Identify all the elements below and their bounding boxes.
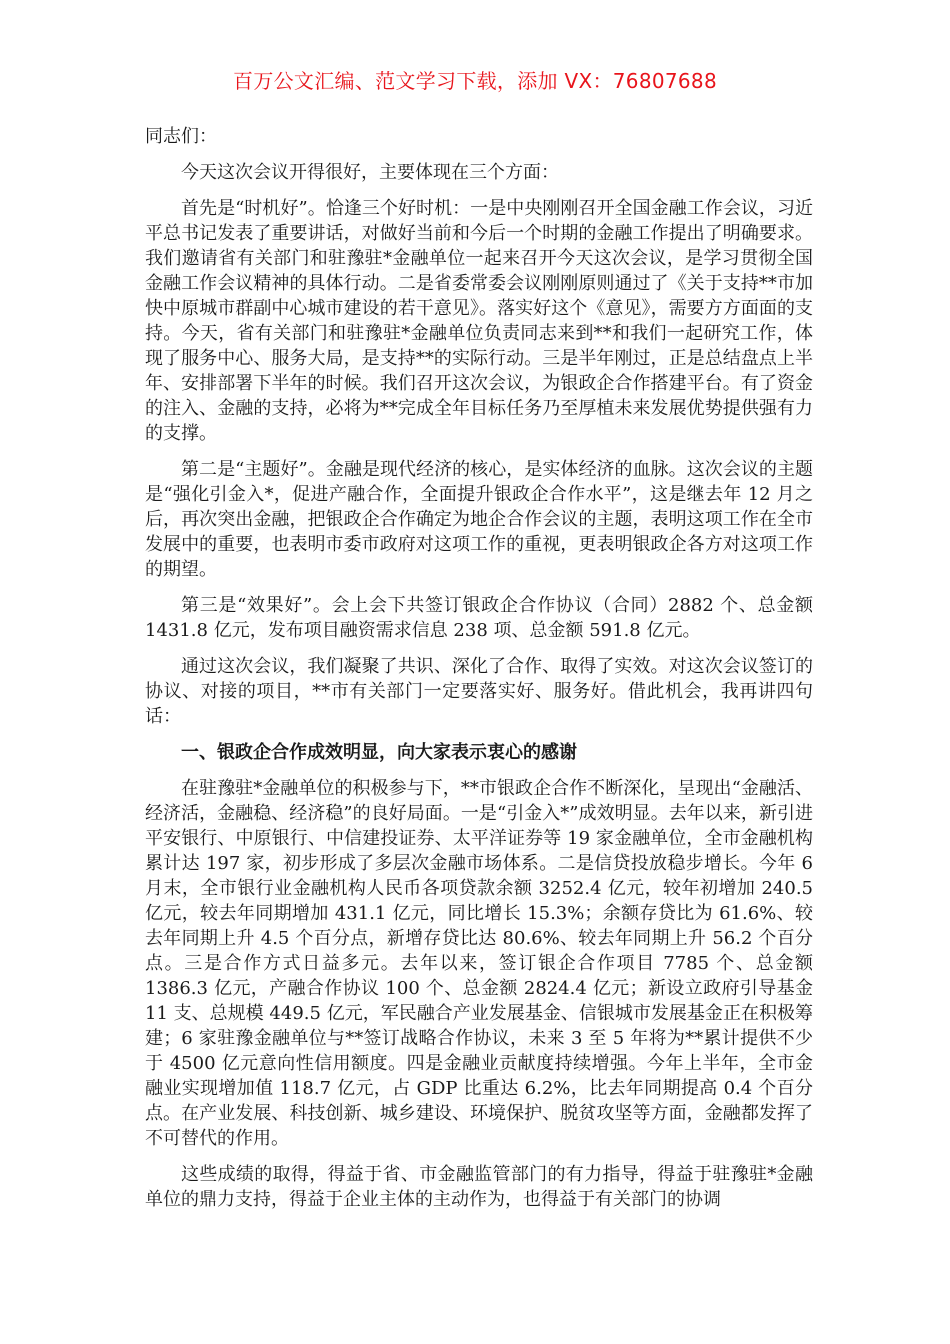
paragraph-timing: 首先是“时机好”。恰逢三个好时机：一是中央刚刚召开全国金融工作会议，习近平总书记发表了重要讲话，对做好当前和今后一个时期的金融工作提出了明确要求。我们邀请省有关部门和驻豫驻*金融单位一起来召开今天这次会议，是学习贯彻全国金融工作会议精神的具体行动。二是省委常委会议刚刚原则通过了《关于支持**市加快中原城市群副中心城市建设的若干意见》。落实好这个《意见》，需要方方面面的支持。今天，省有关部门和驻豫驻*金融单位负责同志来到**和我们一起研究工作，体现了服务中心、服务大局，是支持**的实际行动。三是半年刚过，正是总结盘点上半年、安排部署下半年的时候。我们召开这次会议，为银政企合作搭建平台。有了资金的注入、金融的支持，必将为**完成全年目标任务乃至厚植未来发展优势提供强有力的支撑。 bbox=[145, 198, 813, 444]
watermark-banner: 百万公文汇编、范文学习下载，添加 VX：76807688 bbox=[233, 69, 717, 93]
paragraph-theme: 第二是“主题好”。金融是现代经济的核心，是实体经济的血脉。这次会议的主题是“强化引金入*，促进产融合作，全面提升银政企合作水平”，这是继去年 12 月之后，再次突出金融，把银政企合作确定为地企合作会议的主题，表明这项工作在全市发展中的重要，也表明市委市政府对这项工作的重视，更表明银政企各方对这项工作的期望。 bbox=[145, 459, 813, 580]
paragraph-results: 第三是“效果好”。会上会下共签订银政企合作协议（合同）2882 个、总金额 1431.8 亿元，发布项目融资需求信息 238 项、总金额 591.8 亿元。 bbox=[145, 595, 813, 641]
paragraph-thanks: 这些成绩的取得，得益于省、市金融监管部门的有力指导，得益于驻豫驻*金融单位的鼎力支持，得益于企业主体的主动作为，也得益于有关部门的协调 bbox=[145, 1164, 813, 1210]
paragraph-achievements: 在驻豫驻*金融单位的积极参与下，**市银政企合作不断深化，呈现出“金融活、经济活，金融稳、经济稳”的良好局面。一是“引金入*”成效明显。去年以来，新引进平安银行、中原银行、中信建投证券、太平洋证券等 19 家金融单位，全市金融机构累计达 197 家，初步形成了多层次金融市场体系。二是信贷投放稳步增长。今年 6 月末，全市银行业金融机构人民币各项贷款余额 3252.4 亿元，较年初增加 240.5 亿元，较去年同期增加 431.1 亿元，同比增长 15.3%；余额存贷比为 61.6%、较去年同期上升 4.5 个百分点，新增存贷比达 80.6%、较去年同期上升 56.2 个百分点。三是合作方式日益多元。去年以来，签订银企合作项目 7785 个、总金额 1386.3 亿元，产融合作协议 100 个、总金额 2824.4 亿元；新设立政府引导基金 11 支、总规模 449.5 亿元，军民融合产业发展基金、信银城市发展基金正在积极筹建；6 家驻豫金融单位与**签订战略合作协议，未来 3 至 5 年将为**累计提供不少于 4500 亿元意向性信用额度。四是金融业贡献度持续增强。今年上半年，全市金融业实现增加值 118.7 亿元，占 GDP 比重达 6.2%，比去年同期提高 0.4 个百分点。在产业发展、科技创新、城乡建设、环境保护、脱贫攻坚等方面，金融都发挥了不可替代的作用。 bbox=[145, 778, 813, 1149]
section-heading-1: 一、银政企合作成效明显，向大家表示衷心的感谢 bbox=[181, 742, 577, 763]
salutation: 同志们： bbox=[145, 126, 217, 147]
paragraph-transition: 通过这次会议，我们凝聚了共识、深化了合作、取得了实效。对这次会议签订的协议、对接的项目，**市有关部门一定要落实好、服务好。借此机会，我再讲四句话： bbox=[145, 656, 813, 727]
paragraph-intro: 今天这次会议开得很好，主要体现在三个方面： bbox=[181, 162, 559, 183]
document-body bbox=[145, 124, 813, 1223]
